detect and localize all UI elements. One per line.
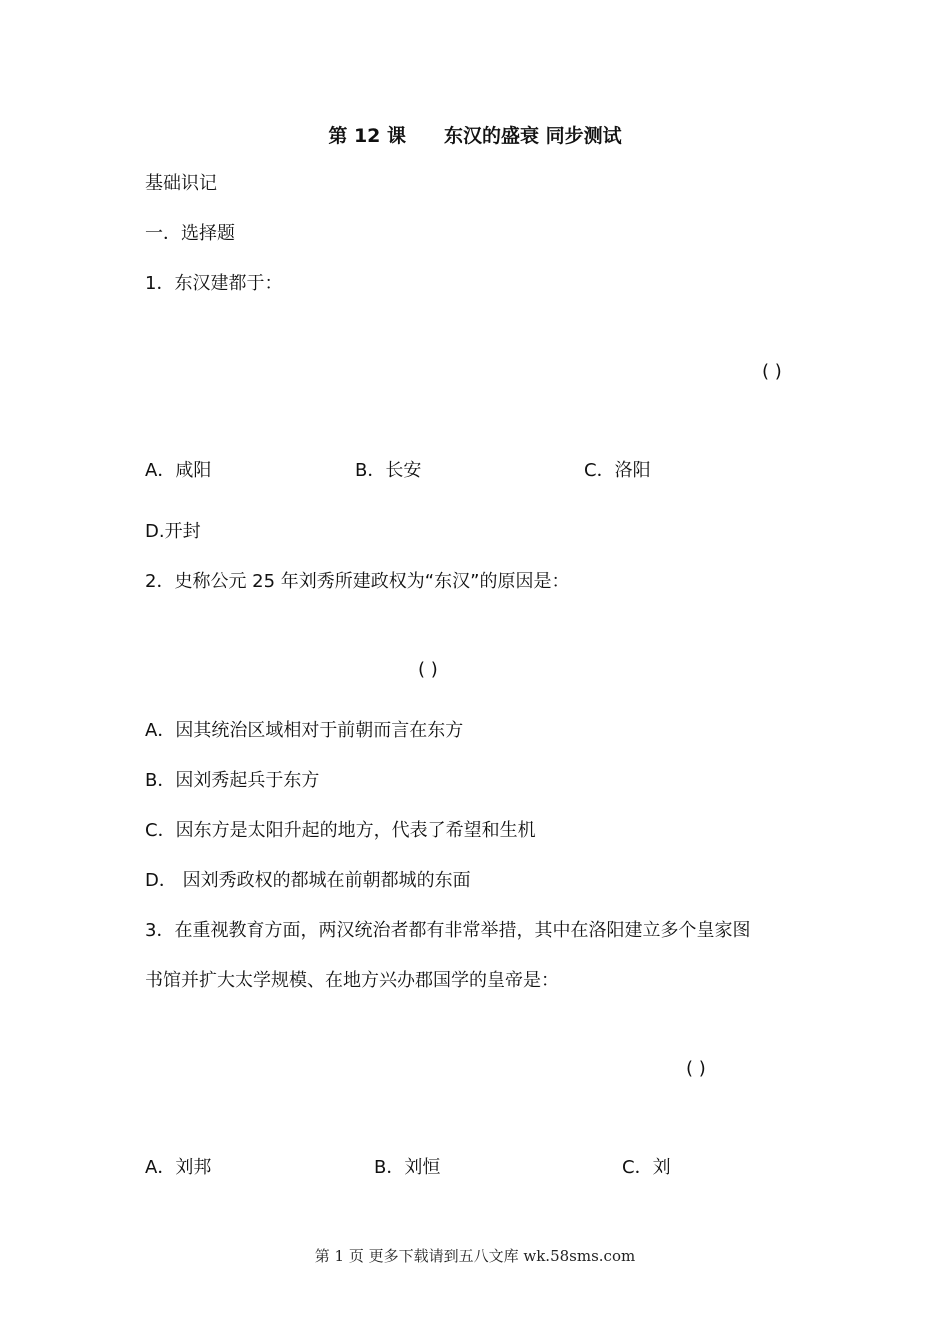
q3-option-b: B．刘恒	[374, 1157, 441, 1178]
q1-answer-blank: ( )	[762, 361, 782, 382]
q2-option-c: C．因东方是太阳升起的地方，代表了希望和生机	[145, 820, 536, 841]
q1-option-d: D.开封	[145, 521, 201, 542]
q1-option-a: A．咸阳	[145, 460, 212, 481]
q2-option-a: A．因其统治区域相对于前朝而言在东方	[145, 720, 464, 741]
q3-stem-line1: 3．在重视教育方面，两汉统治者都有非常举措，其中在洛阳建立多个皇家图	[145, 920, 751, 941]
section-choice: 一．选择题	[145, 223, 235, 244]
section-basic: 基础识记	[145, 173, 217, 194]
q3-stem-line2: 书馆并扩大太学规模、在地方兴办郡国学的皇帝是：	[145, 970, 559, 991]
q1-option-c: C．洛阳	[584, 460, 651, 481]
q2-option-b: B．因刘秀起兵于东方	[145, 770, 320, 791]
q1-stem: 1．东汉建都于：	[145, 273, 283, 294]
q2-option-d: D． 因刘秀政权的都城在前朝都城的东面	[145, 870, 471, 891]
q1-option-b: B．长安	[355, 460, 422, 481]
q3-answer-blank: ( )	[686, 1058, 706, 1079]
page-footer: 第 1 页 更多下载请到五八文库 wk.58sms.com	[314, 1247, 636, 1265]
title-lesson: 第 12 课	[328, 125, 407, 147]
q3-option-a: A．刘邦	[145, 1157, 212, 1178]
q2-stem: 2．史称公元 25 年刘秀所建政权为“东汉”的原因是：	[145, 571, 570, 592]
page-title	[0, 125, 950, 147]
title-topic: 东汉的盛衰 同步测试	[444, 125, 622, 147]
q2-answer-blank: ( )	[418, 659, 438, 680]
q3-option-c: C．刘	[622, 1157, 671, 1178]
